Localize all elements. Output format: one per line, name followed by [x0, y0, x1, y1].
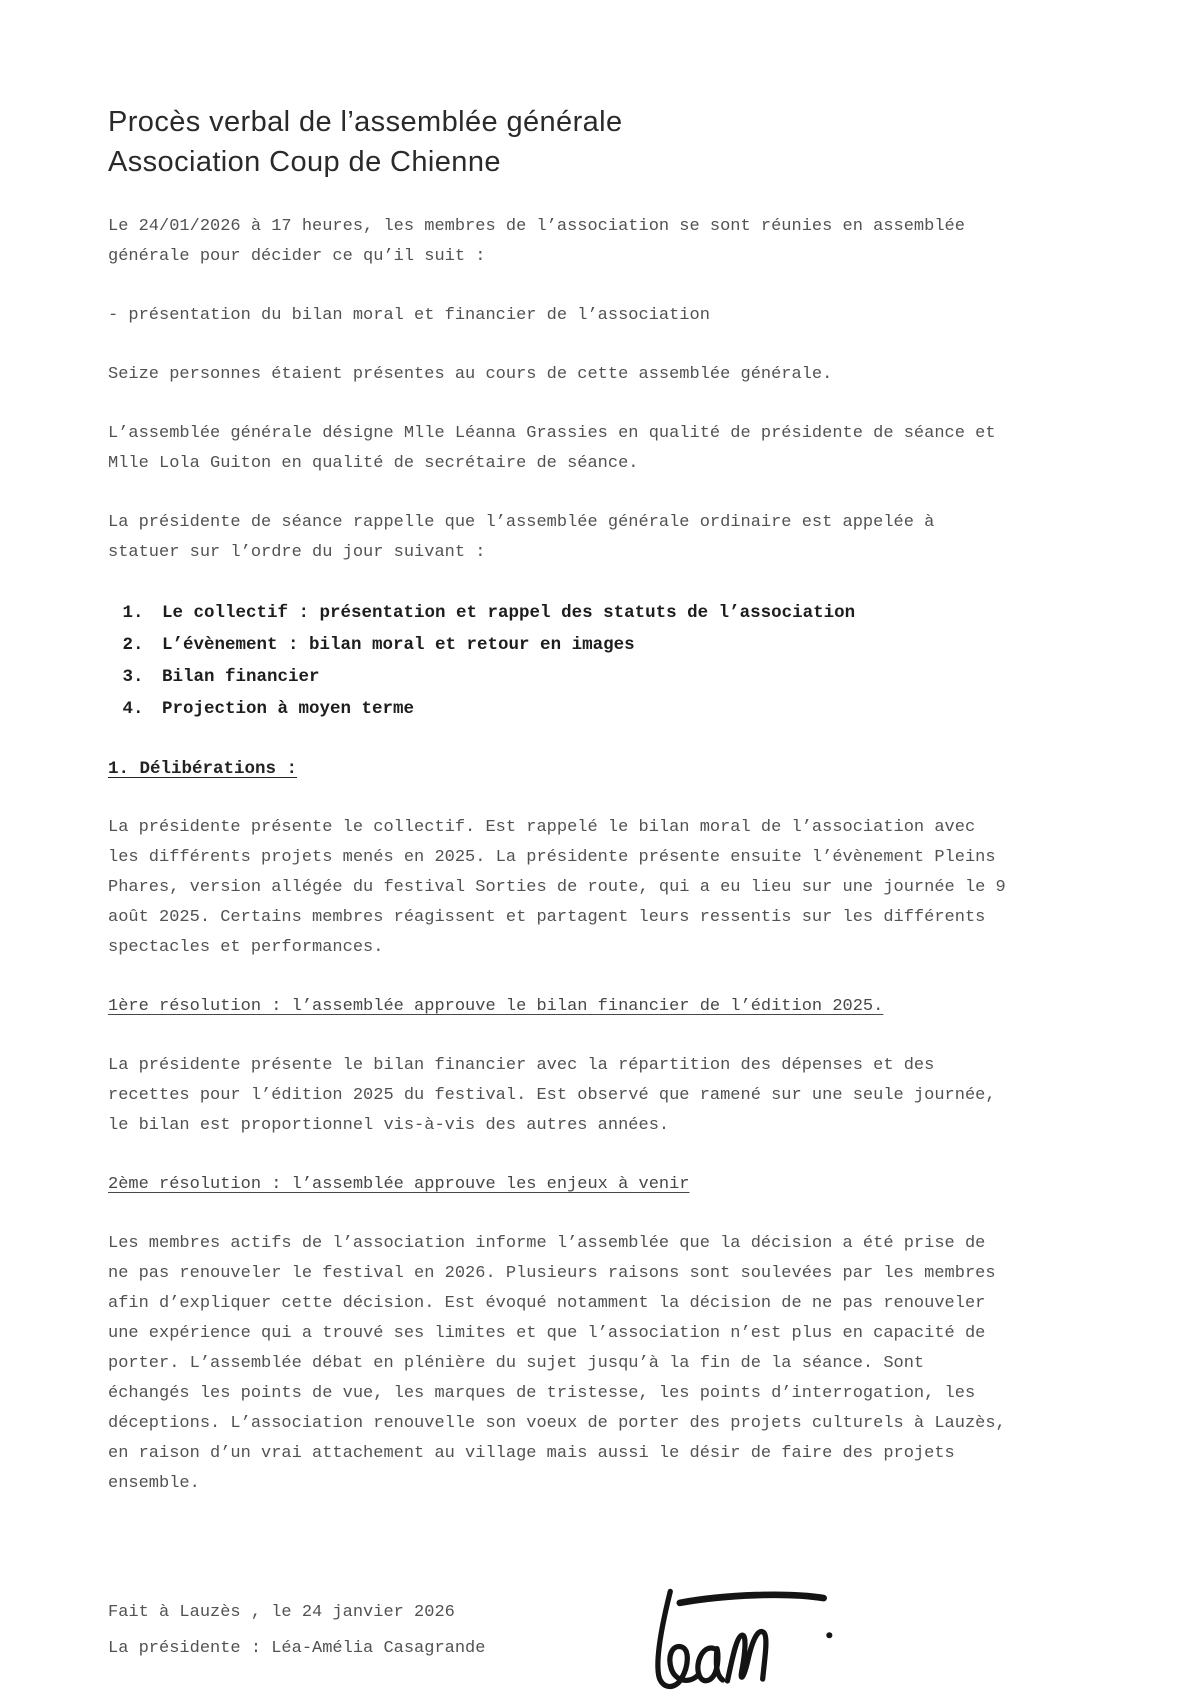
- agenda-item-3: 3. Bilan financier: [154, 661, 1013, 693]
- resolution-2-heading: 2ème résolution : l’assemblée approuve les enjeux à venir: [108, 1175, 690, 1194]
- paragraph-attendance: Seize personnes étaient présentes au cours de cette assemblée générale.: [108, 365, 833, 384]
- deliberations-heading: 1. Délibérations :: [108, 759, 298, 779]
- document-title-line2: Association Coup de Chienne: [108, 146, 501, 178]
- paragraph-agenda-intro: La présidente de séance rappelle que l’assemblée générale ordinaire est appelée à statuer sur l’ordre du jour suivant :: [108, 513, 935, 562]
- paragraph-intro: Le 24/01/2026 à 17 heures, les membres de l’association se sont réunies en assemblée générale pour décider ce qu’il suit :: [108, 217, 965, 266]
- resolution-1-heading: 1ère résolution : l’assemblée approuve le bilan financier de l’édition 2025.: [108, 997, 884, 1016]
- agenda-item-1: 1. Le collectif : présentation et rappel des statuts de l’association: [154, 597, 1013, 629]
- paragraph-deliberations: La présidente présente le collectif. Est rappelé le bilan moral de l’association avec les différents projets menés en 2025. La présidente présente ensuite l’évènement Pleins Phares, version allégée du festival Sorties de route, qui a eu lieu sur une journée le 9 août 2025. Certains membres réagissent et partagent leurs ressentis sur les différents spectacles et performances.: [108, 818, 1006, 957]
- signature-ink-icon: [636, 1585, 836, 1695]
- agenda-item-2: 2. L’évènement : bilan moral et retour en images: [154, 629, 1013, 661]
- handwritten-signature: [636, 1585, 836, 1695]
- paragraph-resolution-1: La présidente présente le bilan financier avec la répartition des dépenses et des recettes pour l’édition 2025 du festival. Est observé que ramené sur une seule journée, le bilan est proportionnel vis-à-vis des autres années.: [108, 1056, 996, 1135]
- paragraph-resolution-2: Les membres actifs de l’association informe l’assemblée que la décision a été prise de ne pas renouveler le festival en 2026. Plusieurs raisons sont soulevées par les membres afin d’expliquer cette décision. Est évoqué notamment la décision de ne pas renouveler une expérience qui a trouvé ses limites et que l’association n’est plus en capacité de porter. L’assemblée débat en plénière du sujet jusqu’à la fin de la séance. Sont échangés les points de vue, les marques de tristesse, les points d’interrogation, les déceptions. L’association renouvelle son voeux de porter des projets culturels à Lauzès, en raison d’un vrai attachement au village mais aussi le désir de faire des projets ensemble.: [108, 1234, 1006, 1493]
- agenda-item-4: 4. Projection à moyen terme: [154, 693, 1013, 725]
- document-title-line1: Procès verbal de l’assemblée générale: [108, 106, 623, 138]
- closing-place-date: Fait à Lauzès , le 24 janvier 2026: [108, 1603, 455, 1622]
- document-title: [108, 102, 1013, 182]
- closing-president: La présidente : Léa-Amélia Casagrande: [108, 1639, 486, 1658]
- paragraph-designation: L’assemblée générale désigne Mlle Léanna Grassies en qualité de présidente de séance et Mlle Lola Guiton en qualité de secrétaire de séance.: [108, 424, 996, 473]
- paragraph-order-item: - présentation du bilan moral et financier de l’association: [108, 306, 710, 325]
- agenda-list: [108, 597, 1013, 725]
- closing-block: [108, 1595, 1013, 1667]
